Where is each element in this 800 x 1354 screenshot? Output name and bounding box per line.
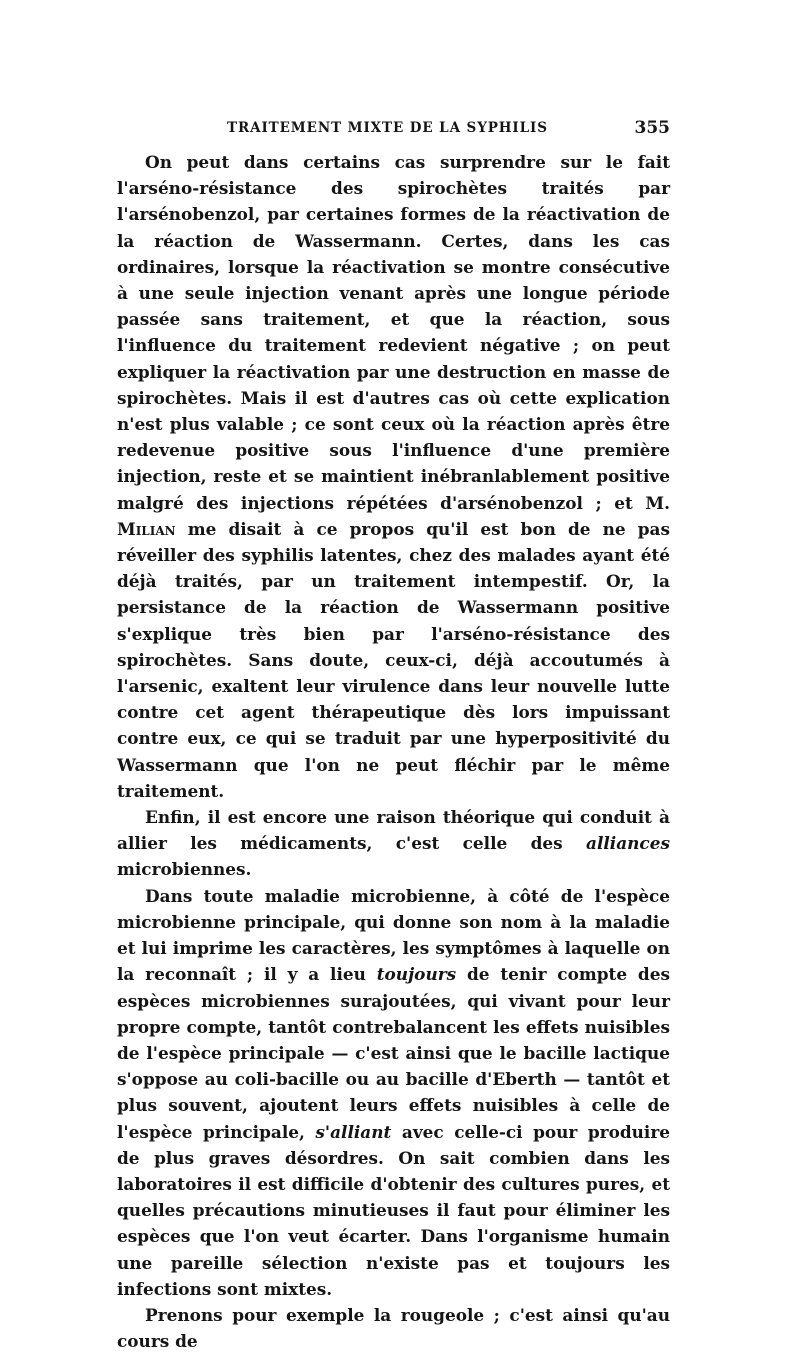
book-page	[117, 115, 670, 1354]
paragraph-3-text-1: Dans toute maladie microbienne, à côté de l'espèce microbienne principale, qui donne son nom à la maladie et lui imprime les caractères, les symptômes à laquelle on la reconnaît ; il y a lieu	[117, 885, 670, 985]
paragraph-1-text: On peut dans certains cas surprendre sur le fait l'arséno-résistance des spirochètes traités par l'arsénobenzol, par certaines formes de la réactivation de la réaction de Wassermann. Certes, dans les cas ordinaires, lorsque la réactivation se montre consécutive à une seule injection venant après une longue période passée sans traitement, et que la réaction, sous l'influence du traitement redevient négative ; on peut expliquer la réactivation par une destruction en masse de spirochètes. Mais il est d'autres cas où cette explication n'est plus valable ; ce sont ceux où la réaction après être redevenue positive sous l'influence d'une première injection, reste et se maintient inébranlablement positive malgré des injections répétées d'arsénobenzol ; et M.	[117, 152, 670, 513]
paragraph-3	[117, 883, 670, 1302]
running-head	[117, 115, 670, 149]
paragraph-3-text-3: avec celle-ci pour produire de plus graves désordres. On sait combien dans les laboratoires il est difficile d'obtenir des cultures pures, et quelles précautions minutieuses il faut pour éliminer les espèces que l'on veut écarter. Dans l'organisme humain une pareille sélection n'existe pas et toujours les infections sont mixtes.	[117, 1121, 670, 1299]
author-name-milian: Milian	[117, 518, 176, 539]
paragraph-2	[117, 804, 670, 883]
page-number: 355	[634, 118, 670, 138]
running-title: TRAITEMENT MIXTE DE LA SYPHILIS	[227, 120, 548, 136]
paragraph-4	[117, 1302, 670, 1354]
paragraph-2-text: Enfin, il est encore une raison théorique qui conduit à allier les médicaments, c'est celle des	[117, 807, 670, 854]
emphasis-salliant: s'alliant	[315, 1121, 392, 1142]
paragraph-1	[117, 149, 670, 804]
emphasis-toujours: toujours	[376, 964, 457, 985]
paragraph-4-text: Prenons pour exemple la rougeole ; c'est ainsi qu'au cours de	[117, 1304, 670, 1352]
paragraph-3-text-2: de tenir compte des espèces microbiennes surajoutées, qui vivant pour leur propre compte, tantôt contrebalancent les effets nuisibles de l'espèce principale — c'est ainsi que le bacille lactique s'oppose au coli-bacille ou au bacille d'Eberth — tantôt et plus souvent, ajoutent leurs effets nuisibles à celle de l'espèce principale,	[117, 964, 670, 1142]
paragraph-1-text-continued: me disait à ce propos qu'il est bon de ne pas réveiller des syphilis latentes, chez des malades ayant été déjà traités, par un traitement intempestif. Or, la persistance de la réaction de Wassermann positive s'explique très bien par l'arséno-résistance des spirochètes. Sans doute, ceux-ci, déjà accoutumés à l'arsenic, exaltent leur virulence dans leur nouvelle lutte contre cet agent thérapeutique dès lors impuissant contre eux, ce qui se traduit par une hyperpositivité du Wassermann que l'on ne peut fléchir par le même traitement.	[117, 518, 670, 801]
emphasis-alliances: alliances	[586, 833, 670, 854]
paragraph-2-text-end: microbiennes.	[117, 859, 252, 880]
